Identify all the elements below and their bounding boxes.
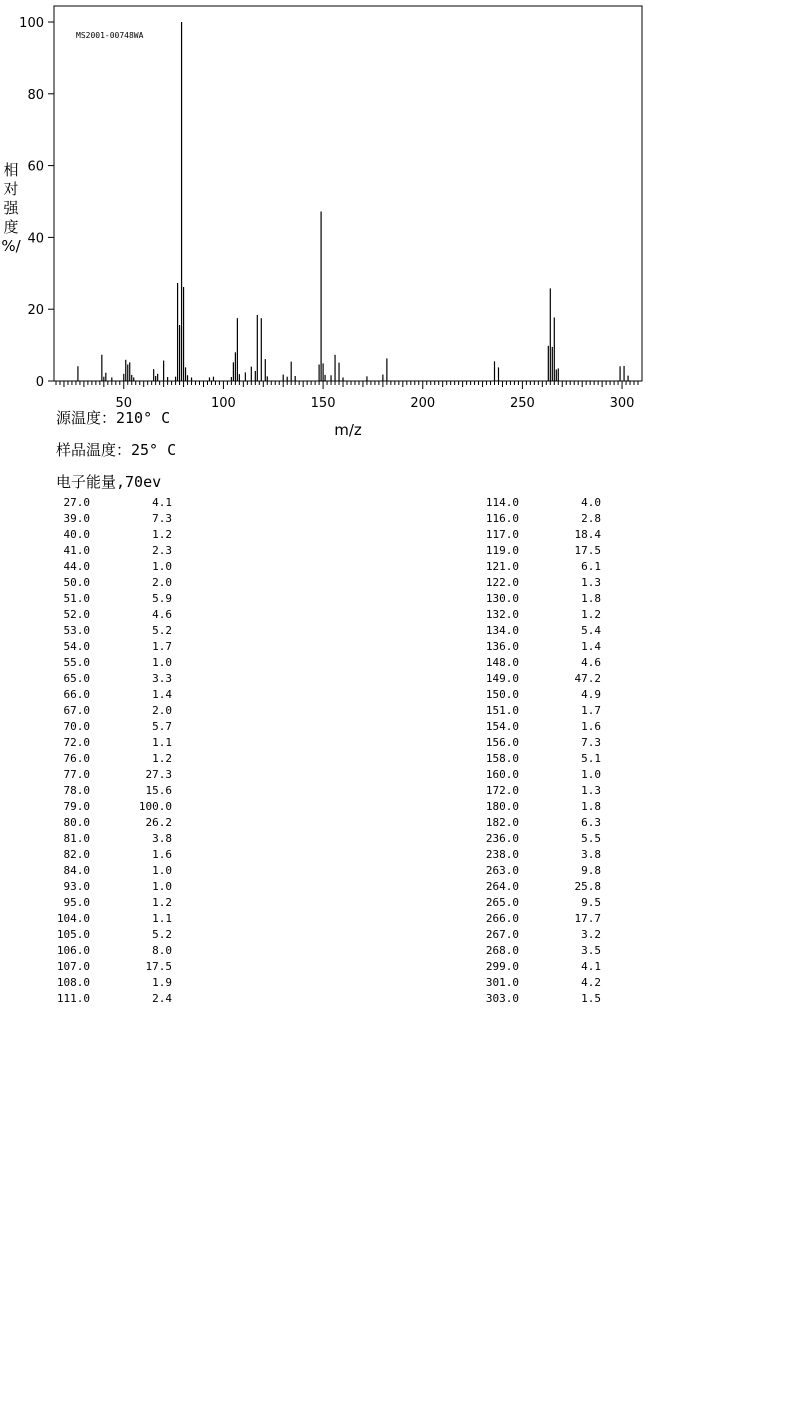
peak-mz: 93.0	[63, 880, 90, 893]
peak-mz: 264.0	[485, 880, 519, 893]
peak-row	[471, 927, 601, 943]
peak-mz: 40.0	[63, 528, 90, 541]
peak-abundance: 9.8	[581, 864, 601, 877]
peak-mz: 79.0	[63, 800, 90, 813]
y-axis-label	[1, 161, 21, 255]
peak-mz: 76.0	[63, 752, 90, 765]
peak-abundance: 4.1	[152, 496, 172, 509]
peak-mz: 78.0	[63, 784, 90, 797]
peak-mz: 301.0	[485, 976, 519, 989]
x-tick-label: 100	[211, 396, 236, 411]
peak-mz: 105.0	[56, 928, 90, 941]
peak-row	[42, 591, 172, 607]
peak-row	[471, 703, 601, 719]
peak-abundance: 17.5	[574, 544, 601, 557]
peak-row	[471, 991, 601, 1007]
peak-row	[42, 687, 172, 703]
peak-abundance: 4.6	[581, 656, 601, 669]
peak-abundance: 25.8	[574, 880, 601, 893]
peak-abundance: 5.1	[581, 752, 601, 765]
peak-row	[471, 719, 601, 735]
peak-row	[471, 495, 601, 511]
x-tick-label: 50	[115, 396, 133, 411]
y-axis-label-char: 相	[3, 161, 19, 179]
peak-mz: 172.0	[485, 784, 519, 797]
peak-mz: 236.0	[485, 832, 519, 845]
peak-mz: 67.0	[63, 704, 90, 717]
peak-abundance: 5.4	[581, 624, 601, 637]
peak-mz: 148.0	[485, 656, 519, 669]
peak-abundance: 3.8	[581, 848, 601, 861]
y-tick-label: 20	[27, 303, 44, 319]
peak-row	[42, 815, 172, 831]
peak-abundance: 1.4	[581, 640, 601, 653]
peak-mz: 266.0	[485, 912, 519, 925]
peak-abundance: 1.8	[581, 592, 601, 605]
peak-mz: 65.0	[63, 672, 90, 685]
peak-row	[42, 975, 172, 991]
peak-mz: 158.0	[485, 752, 519, 765]
peak-abundance: 1.2	[581, 608, 601, 621]
peak-mz: 150.0	[485, 688, 519, 701]
spectrum-id-label: MS2001-00748WA	[76, 31, 144, 40]
peak-abundance: 1.4	[152, 688, 172, 701]
peak-row	[42, 719, 172, 735]
peak-abundance: 1.1	[152, 736, 172, 749]
peak-mz: 180.0	[485, 800, 519, 813]
peak-abundance: 18.4	[574, 528, 601, 541]
peak-row	[42, 799, 172, 815]
peak-row	[42, 943, 172, 959]
sample-temperature: 样品温度：25° C	[56, 441, 177, 459]
peak-row	[471, 575, 601, 591]
x-tick-label: 300	[609, 396, 635, 411]
peak-row	[42, 703, 172, 719]
peak-mz: 156.0	[485, 736, 519, 749]
peak-row	[471, 847, 601, 863]
peak-row	[471, 639, 601, 655]
peak-abundance: 1.0	[581, 768, 601, 781]
peak-row	[42, 735, 172, 751]
peak-row	[42, 959, 172, 975]
peak-row	[471, 655, 601, 671]
y-tick-label: 80	[27, 87, 44, 103]
peak-mz: 121.0	[485, 560, 519, 573]
peak-row	[42, 879, 172, 895]
peak-mz: 82.0	[63, 848, 90, 861]
peak-row	[471, 607, 601, 623]
peak-mz: 106.0	[56, 944, 90, 957]
peak-row	[471, 943, 601, 959]
peak-mz: 160.0	[485, 768, 519, 781]
peak-row	[42, 927, 172, 943]
peak-abundance: 5.7	[152, 720, 172, 733]
peak-row	[471, 975, 601, 991]
peak-mz: 77.0	[63, 768, 90, 781]
peak-row	[471, 783, 601, 799]
peak-abundance: 1.5	[581, 992, 601, 1005]
peak-mz: 267.0	[485, 928, 519, 941]
peak-row	[42, 783, 172, 799]
y-axis-label-char: %/	[1, 237, 21, 255]
peak-abundance: 1.7	[152, 640, 172, 653]
peak-mz: 268.0	[485, 944, 519, 957]
peak-mz: 72.0	[63, 736, 90, 749]
peak-abundance: 1.0	[152, 880, 172, 893]
peak-abundance: 7.3	[581, 736, 601, 749]
peak-abundance: 3.3	[152, 672, 172, 685]
peak-row	[471, 735, 601, 751]
peak-abundance: 1.0	[152, 656, 172, 669]
peak-abundance: 7.3	[152, 512, 172, 525]
peak-abundance: 2.4	[152, 992, 172, 1005]
peak-row	[471, 527, 601, 543]
x-axis	[56, 381, 638, 411]
peak-row	[42, 831, 172, 847]
peak-mz: 54.0	[63, 640, 90, 653]
peak-mz: 66.0	[63, 688, 90, 701]
peak-row	[42, 559, 172, 575]
peak-mz: 136.0	[485, 640, 519, 653]
peak-abundance: 4.2	[581, 976, 601, 989]
y-axis-label-char: 对	[3, 180, 19, 198]
peak-row	[471, 623, 601, 639]
peak-mz: 44.0	[63, 560, 90, 573]
peak-row	[42, 623, 172, 639]
peak-abundance: 100.0	[138, 800, 172, 813]
peak-row	[471, 687, 601, 703]
peak-row	[471, 895, 601, 911]
peak-mz: 265.0	[485, 896, 519, 909]
y-tick-label: 100	[19, 16, 44, 31]
peak-mz: 114.0	[485, 496, 519, 509]
peak-mz: 55.0	[63, 656, 90, 669]
peak-abundance: 2.8	[581, 512, 601, 525]
peak-row	[471, 959, 601, 975]
peak-mz: 51.0	[63, 592, 90, 605]
peak-row	[42, 527, 172, 543]
peak-row	[42, 543, 172, 559]
peak-mz: 107.0	[56, 960, 90, 973]
peak-row	[42, 495, 172, 511]
peak-mz: 81.0	[63, 832, 90, 845]
peak-row	[471, 543, 601, 559]
peak-mz: 130.0	[485, 592, 519, 605]
peak-mz: 84.0	[63, 864, 90, 877]
peak-abundance: 2.0	[152, 576, 172, 589]
peak-mz: 299.0	[485, 960, 519, 973]
peak-abundance: 5.2	[152, 928, 172, 941]
peak-row	[471, 511, 601, 527]
x-tick-label: 250	[509, 396, 535, 411]
peak-row	[42, 655, 172, 671]
peak-mz: 151.0	[485, 704, 519, 717]
peak-row	[42, 863, 172, 879]
peak-mz: 303.0	[485, 992, 519, 1005]
peak-abundance: 6.3	[581, 816, 601, 829]
peak-row	[471, 831, 601, 847]
peak-row	[42, 607, 172, 623]
peak-mz: 149.0	[485, 672, 519, 685]
peak-abundance: 1.2	[152, 528, 172, 541]
source-temperature: 源温度：210° C	[56, 409, 171, 427]
peak-abundance: 1.8	[581, 800, 601, 813]
peak-row	[471, 671, 601, 687]
peak-abundance: 5.2	[152, 624, 172, 637]
peak-row	[42, 511, 172, 527]
spectrum-bars	[78, 22, 628, 381]
peak-mz: 182.0	[485, 816, 519, 829]
peak-mz: 238.0	[485, 848, 519, 861]
peak-mz: 154.0	[485, 720, 519, 733]
peak-row	[42, 911, 172, 927]
peak-mz: 80.0	[63, 816, 90, 829]
peak-row	[42, 847, 172, 863]
peak-abundance: 15.6	[145, 784, 172, 797]
peak-row	[471, 879, 601, 895]
peak-abundance: 4.0	[581, 496, 601, 509]
peak-abundance: 9.5	[581, 896, 601, 909]
peak-abundance: 17.5	[145, 960, 172, 973]
peak-row	[42, 671, 172, 687]
peak-mz: 108.0	[56, 976, 90, 989]
peak-mz: 122.0	[485, 576, 519, 589]
peak-abundance: 4.9	[581, 688, 601, 701]
peak-row	[42, 751, 172, 767]
y-axis-label-char: 度	[3, 218, 19, 236]
y-tick-label: 40	[27, 231, 44, 247]
peak-mz: 119.0	[485, 544, 519, 557]
peak-abundance: 1.7	[581, 704, 601, 717]
x-axis-label: m/z	[334, 421, 362, 439]
peak-row	[471, 559, 601, 575]
peak-abundance: 17.7	[574, 912, 601, 925]
peak-mz: 117.0	[485, 528, 519, 541]
y-axis	[19, 16, 54, 390]
mass-spectrum-chart	[0, 0, 794, 445]
peak-abundance: 1.0	[152, 560, 172, 573]
peak-abundance: 1.2	[152, 752, 172, 765]
peak-mz: 263.0	[485, 864, 519, 877]
peak-row	[471, 799, 601, 815]
peak-abundance: 1.2	[152, 896, 172, 909]
peak-mz: 27.0	[63, 496, 90, 509]
peak-mz: 111.0	[56, 992, 90, 1005]
peak-abundance: 1.3	[581, 784, 601, 797]
peak-abundance: 5.9	[152, 592, 172, 605]
peak-abundance: 47.2	[574, 672, 601, 685]
peak-abundance: 3.8	[152, 832, 172, 845]
y-axis-label-char: 强	[3, 199, 19, 217]
electron-energy: 电子能量,70ev	[56, 473, 162, 491]
peak-abundance: 2.0	[152, 704, 172, 717]
peak-mz: 132.0	[485, 608, 519, 621]
peak-mz: 41.0	[63, 544, 90, 557]
peak-abundance: 27.3	[145, 768, 172, 781]
peak-row	[471, 591, 601, 607]
y-tick-label: 60	[27, 159, 44, 175]
peak-abundance: 1.3	[581, 576, 601, 589]
peak-abundance: 3.2	[581, 928, 601, 941]
peak-mz: 70.0	[63, 720, 90, 733]
peak-abundance: 3.5	[581, 944, 601, 957]
peak-row	[471, 751, 601, 767]
peak-row	[42, 991, 172, 1007]
y-tick-label: 0	[35, 375, 44, 390]
peak-abundance: 1.6	[581, 720, 601, 733]
peak-abundance: 1.1	[152, 912, 172, 925]
peak-mz: 134.0	[485, 624, 519, 637]
peak-mz: 39.0	[63, 512, 90, 525]
peak-row	[42, 767, 172, 783]
peak-table-right	[471, 495, 601, 1007]
peak-abundance: 6.1	[581, 560, 601, 573]
peak-abundance: 1.6	[152, 848, 172, 861]
peak-abundance: 5.5	[581, 832, 601, 845]
peak-row	[42, 639, 172, 655]
peak-mz: 95.0	[63, 896, 90, 909]
peak-abundance: 1.0	[152, 864, 172, 877]
peak-mz: 50.0	[63, 576, 90, 589]
peak-mz: 104.0	[56, 912, 90, 925]
peak-row	[471, 863, 601, 879]
x-tick-label: 150	[310, 396, 336, 411]
peak-abundance: 4.1	[581, 960, 601, 973]
peak-abundance: 2.3	[152, 544, 172, 557]
peak-abundance: 8.0	[152, 944, 172, 957]
peak-abundance: 4.6	[152, 608, 172, 621]
peak-row	[471, 767, 601, 783]
peak-row	[42, 895, 172, 911]
peak-mz: 53.0	[63, 624, 90, 637]
peak-abundance: 1.9	[152, 976, 172, 989]
peak-table-left	[42, 495, 172, 1007]
x-tick-label: 200	[410, 396, 436, 411]
peak-row	[471, 815, 601, 831]
peak-row	[471, 911, 601, 927]
peak-abundance: 26.2	[145, 816, 172, 829]
peak-row	[42, 575, 172, 591]
peak-mz: 116.0	[485, 512, 519, 525]
peak-mz: 52.0	[63, 608, 90, 621]
